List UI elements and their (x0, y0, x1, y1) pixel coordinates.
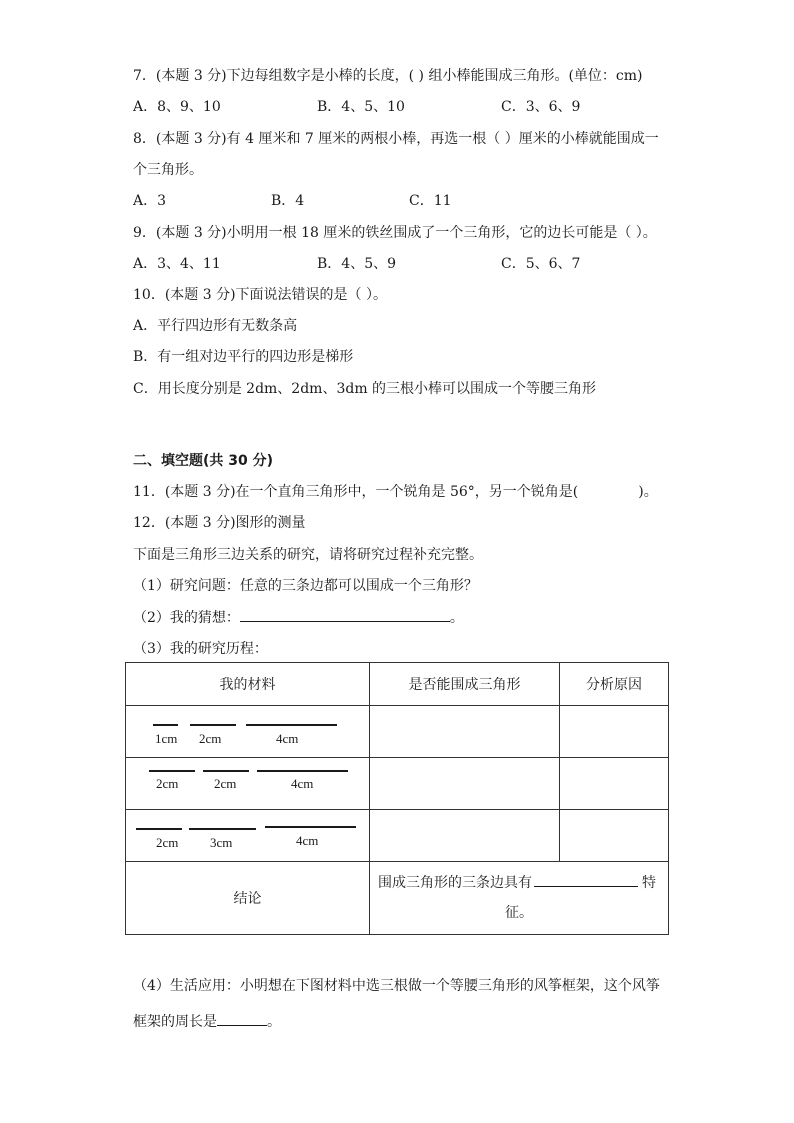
q12-part4-line2 (133, 1011, 281, 1032)
q12-stem: 12．(本题 3 分)图形的测量 (133, 515, 306, 531)
materials-row-1 (126, 706, 370, 758)
stick-4cm (265, 826, 356, 828)
q10-option-a[interactable]: A．平行四边形有无数条高 (133, 318, 298, 334)
stick-2cm (149, 770, 195, 772)
q10-option-c[interactable]: C．用长度分别是 2dm、2dm、3dm 的三根小棒可以围成一个等腰三角形 (133, 381, 597, 397)
stick-label: 4cm (291, 776, 314, 791)
header-analysis: 分析原因 (560, 663, 669, 706)
stick-2cm (136, 828, 182, 830)
q12-part3: （3）我的研究历程： (133, 641, 268, 657)
conclusion-text-line2: 征。 (505, 905, 534, 921)
q11-stem-end: )。 (638, 484, 658, 500)
q10-option-b[interactable]: B．有一组对边平行的四边形是梯形 (133, 349, 354, 365)
header-materials: 我的材料 (126, 663, 370, 706)
q7-option-c[interactable]: C．3、6、9 (501, 99, 581, 115)
q12-part1: （1）研究问题：任意的三条边都可以围成一个三角形？ (133, 578, 478, 594)
stick-label: 2cm (156, 776, 179, 791)
stick-4cm (246, 724, 337, 726)
q8-option-a[interactable]: A．3 (133, 193, 167, 209)
stick-2cm (190, 724, 236, 726)
research-table (125, 662, 669, 935)
q8-option-c[interactable]: C．11 (409, 193, 452, 209)
materials-row-2 (126, 758, 370, 810)
q9-stem: 9．(本题 3 分)小明用一根 18 厘米的铁丝围成了一个三角形，它的边长可能是（ ）。 (133, 225, 657, 241)
q9-option-c[interactable]: C．5、6、7 (501, 256, 581, 272)
analysis-cell-2[interactable] (560, 758, 669, 810)
q12-part2 (133, 607, 464, 628)
q8-stem-line2: 个三角形。 (133, 162, 203, 178)
stick-2cm (203, 770, 249, 772)
conclusion-cell (370, 862, 669, 935)
header-can-form: 是否能围成三角形 (370, 663, 560, 706)
q9-option-b[interactable]: B．4、5、9 (317, 256, 397, 272)
q7-stem: 7．(本题 3 分)下边每组数字是小棒的长度，( ) 组小棒能围成三角形。(单位：cm) (133, 68, 643, 84)
conclusion-label: 结论 (126, 862, 370, 935)
q12-part2-label: （2）我的猜想： (133, 610, 240, 626)
q10-stem: 10．(本题 3 分)下面说法错误的是（ ）。 (133, 287, 387, 303)
analysis-cell-3[interactable] (560, 810, 669, 862)
can-form-cell-1[interactable] (370, 706, 560, 758)
stick-label: 2cm (156, 835, 179, 850)
conclusion-text-end: 特 (642, 875, 657, 891)
can-form-cell-3[interactable] (370, 810, 560, 862)
q12-guess-blank[interactable] (240, 607, 450, 622)
q12-part4-line1: （4）生活应用：小明想在下图材料中选三根做一个等腰三角形的风筝框架，这个风筝 (133, 978, 660, 994)
stick-label: 4cm (296, 833, 319, 848)
materials-row-3 (126, 810, 370, 862)
analysis-cell-1[interactable] (560, 706, 669, 758)
q7-option-b[interactable]: B．4、5、10 (317, 99, 405, 115)
can-form-cell-2[interactable] (370, 758, 560, 810)
q12-part2-end: 。 (449, 610, 464, 626)
q9-option-a[interactable]: A．3、4、11 (133, 256, 221, 272)
stick-label: 4cm (276, 731, 299, 746)
q11-stem (133, 482, 658, 502)
q12-part4-text: 框架的周长是 (133, 1014, 217, 1030)
perimeter-blank[interactable] (217, 1011, 267, 1026)
stick-4cm (257, 770, 348, 772)
stick-label: 2cm (199, 731, 222, 746)
stick-label: 3cm (210, 835, 233, 850)
stick-label: 2cm (214, 776, 237, 791)
q11-stem-text: 11．(本题 3 分)在一个直角三角形中，一个锐角是 56°，另一个锐角是( (133, 484, 579, 500)
q8-stem-line1: 8．(本题 3 分)有 4 厘米和 7 厘米的两根小棒，再选一根（ ）厘米的小棒就能围成一 (133, 131, 659, 147)
section-title: 二、填空题(共 30 分) (133, 453, 274, 469)
conclusion-blank[interactable] (534, 872, 638, 887)
q12-part4-end: 。 (267, 1014, 281, 1030)
conclusion-text: 围成三角形的三条边具有 (378, 875, 533, 891)
stick-3cm (189, 828, 256, 830)
stick-1cm (153, 724, 178, 726)
stick-label: 1cm (155, 731, 178, 746)
q12-intro: 下面是三角形三边关系的研究，请将研究过程补充完整。 (133, 547, 483, 563)
q8-option-b[interactable]: B．4 (271, 193, 305, 209)
q7-option-a[interactable]: A．8、9、10 (133, 99, 221, 115)
